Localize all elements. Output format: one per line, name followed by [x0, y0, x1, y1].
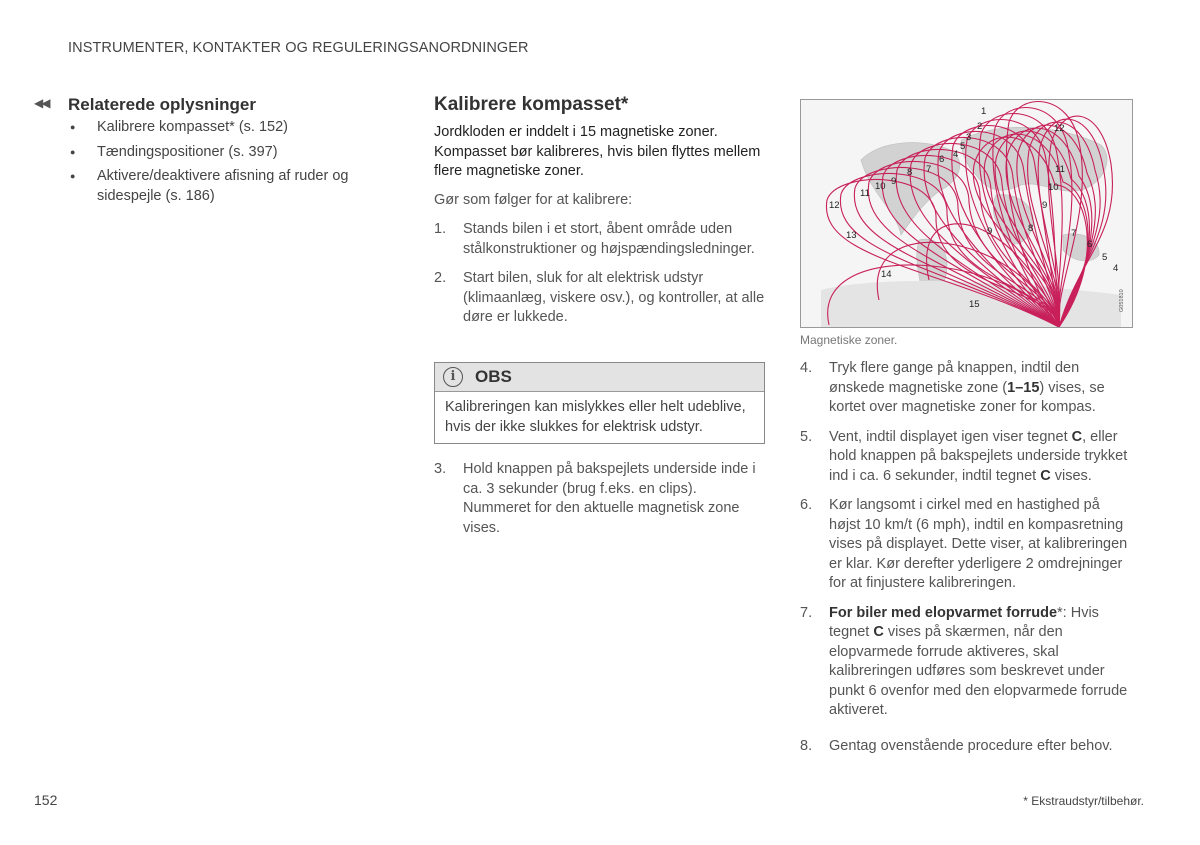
steps-list [434, 220, 766, 338]
step-text: , eller hold knappen på bakspejlets underside trykket ind i ca. 6 sekunder, indtil tegnet [829, 428, 1128, 484]
zone-label: 14 [881, 269, 892, 280]
step-text: *: [1057, 604, 1067, 621]
related-list [68, 118, 408, 211]
zone-label: 12 [829, 200, 840, 211]
zone-label: 9 [987, 226, 993, 237]
zone-label: 15 [969, 299, 980, 310]
magnetic-zones-map [800, 99, 1133, 328]
step-item [800, 359, 1135, 418]
map-graphic [801, 100, 1132, 327]
zone-label: 6 [1087, 239, 1093, 250]
step-number: 5. [800, 428, 813, 445]
step-text: Hold knappen på bakspejlets underside inde i ca. 3 sekunder (brug f.eks. en clips). Nummeret for den aktuelle magnetisk zone vises. [463, 461, 756, 536]
related-link[interactable] [68, 143, 408, 163]
step-emphasis: C [873, 624, 884, 640]
step-emphasis: C [1071, 428, 1083, 445]
related-link-text[interactable]: Aktivere/deaktivere afisning af ruder og sidespejle (s. 186) [97, 168, 349, 204]
related-link-text[interactable]: Tændingspositioner (s. 397) [97, 143, 278, 160]
step-text: Hvis tegnet [829, 604, 1099, 640]
zone-label: 11 [1055, 164, 1065, 175]
step-item [800, 428, 1135, 487]
zone-label: 7 [1071, 228, 1077, 239]
zone-label: 7 [926, 164, 932, 175]
step-item [434, 220, 766, 259]
step-number: 3. [434, 461, 447, 477]
step-text: ) vises, se kortet over magnetiske zoner for kompas. [829, 379, 1105, 415]
step-emphasis: 1–15 [1007, 379, 1040, 396]
obs-label: OBS [475, 367, 512, 386]
step-number: 4. [800, 360, 813, 376]
page-header: INSTRUMENTER, KONTAKTER OG REGULERINGSANORDNINGER [68, 40, 529, 56]
zone-label: 1 [981, 106, 987, 117]
zone-label: 8 [1028, 223, 1034, 234]
zone-label: 5 [1102, 252, 1108, 263]
section-intro: Jordkloden er inddelt i 15 magnetiske zoner. Kompasset bør kalibreres, hvis bilen flyttes mellem flere magnetiske zoner. [434, 124, 761, 179]
step-number: 7. [800, 604, 813, 621]
zone-label: 11 [860, 188, 870, 199]
step-item [434, 460, 766, 538]
step-text: Vent, indtil displayet igen viser tegnet [829, 428, 1072, 445]
zone-label: 13 [846, 230, 857, 241]
zone-label: 9 [1042, 200, 1048, 211]
step-number: 2. [434, 270, 447, 286]
step-item [800, 496, 1135, 594]
step-text: Start bilen, sluk for alt elektrisk udstyr (klimaanlæg, viskere osv.), og kontroller, at alle døre er lukkede. [463, 270, 765, 325]
zone-label: 12 [1054, 123, 1065, 134]
zone-label: 10 [875, 181, 886, 192]
section-title: Kalibrere kompasset* [434, 94, 629, 115]
info-icon: i [443, 367, 463, 387]
step-emphasis: For biler med elopvarmet forrude [829, 604, 1058, 621]
zone-label: 9 [891, 176, 897, 187]
step-text: Stands bilen i et stort, åbent område uden stålkonstruktioner og højspændingsledninger. [463, 221, 755, 257]
zone-label: 10 [1048, 182, 1059, 193]
footnote: * Ekstraudstyr/tilbehør. [1023, 794, 1144, 808]
step-number: 6. [800, 497, 813, 513]
page-number: 152 [34, 792, 58, 808]
related-link[interactable] [68, 118, 408, 138]
step-item [434, 269, 766, 328]
step-number: 1. [434, 221, 447, 237]
obs-header [435, 363, 764, 392]
step-number: 8. [800, 737, 813, 754]
related-info-title: Relaterede oplysninger [68, 95, 257, 114]
obs-note-box [434, 362, 765, 444]
steps-lead: Gør som følger for at kalibrere: [434, 192, 633, 208]
related-link-text[interactable]: Kalibrere kompasset* (s. 152) [97, 119, 288, 135]
step-text: Gentag ovenstående procedure efter behov. [829, 737, 1113, 754]
zone-label: 4 [1113, 263, 1119, 274]
image-code: G051810 [1119, 289, 1125, 312]
zone-label: 6 [939, 154, 945, 165]
steps-list [434, 460, 766, 548]
zone-label: 5 [960, 141, 966, 152]
step-text: Tryk flere gange på knappen, indtil den ønskede magnetiske zone ( [829, 360, 1080, 396]
step-item [800, 737, 1135, 757]
step-emphasis: C [1040, 467, 1051, 484]
zone-label: 3 [966, 132, 972, 143]
steps-list-continued [800, 359, 1135, 766]
related-link[interactable] [68, 167, 408, 206]
zone-label: 4 [953, 149, 959, 160]
back-arrows-icon[interactable]: ◀◀ [34, 96, 49, 110]
obs-text: Kalibreringen kan mislykkes eller helt udeblive, hvis der ikke slukkes for elektrisk udstyr. [445, 399, 746, 435]
map-caption: Magnetiske zoner. [800, 333, 898, 347]
step-text: Kør langsomt i cirkel med en hastighed på højst 10 km/t (6 mph), indtil en kompasretning vises på displayet. Dette viser, at kalibreringen er klar. Kør derefter yderligere 2 omdrejninger for at finjustere kalibreringen. [829, 497, 1128, 591]
zone-label: 2 [977, 121, 983, 132]
step-text: vises på skærmen, når den elopvarmede forrude aktiveres, skal kalibreringen udføres som beskrevet under punkt 6 ovenfor med den elopvarmede forrude aktiveret. [829, 624, 1128, 718]
step-item [800, 604, 1135, 721]
step-text: vises. [1050, 467, 1092, 484]
zone-label: 8 [907, 167, 913, 178]
